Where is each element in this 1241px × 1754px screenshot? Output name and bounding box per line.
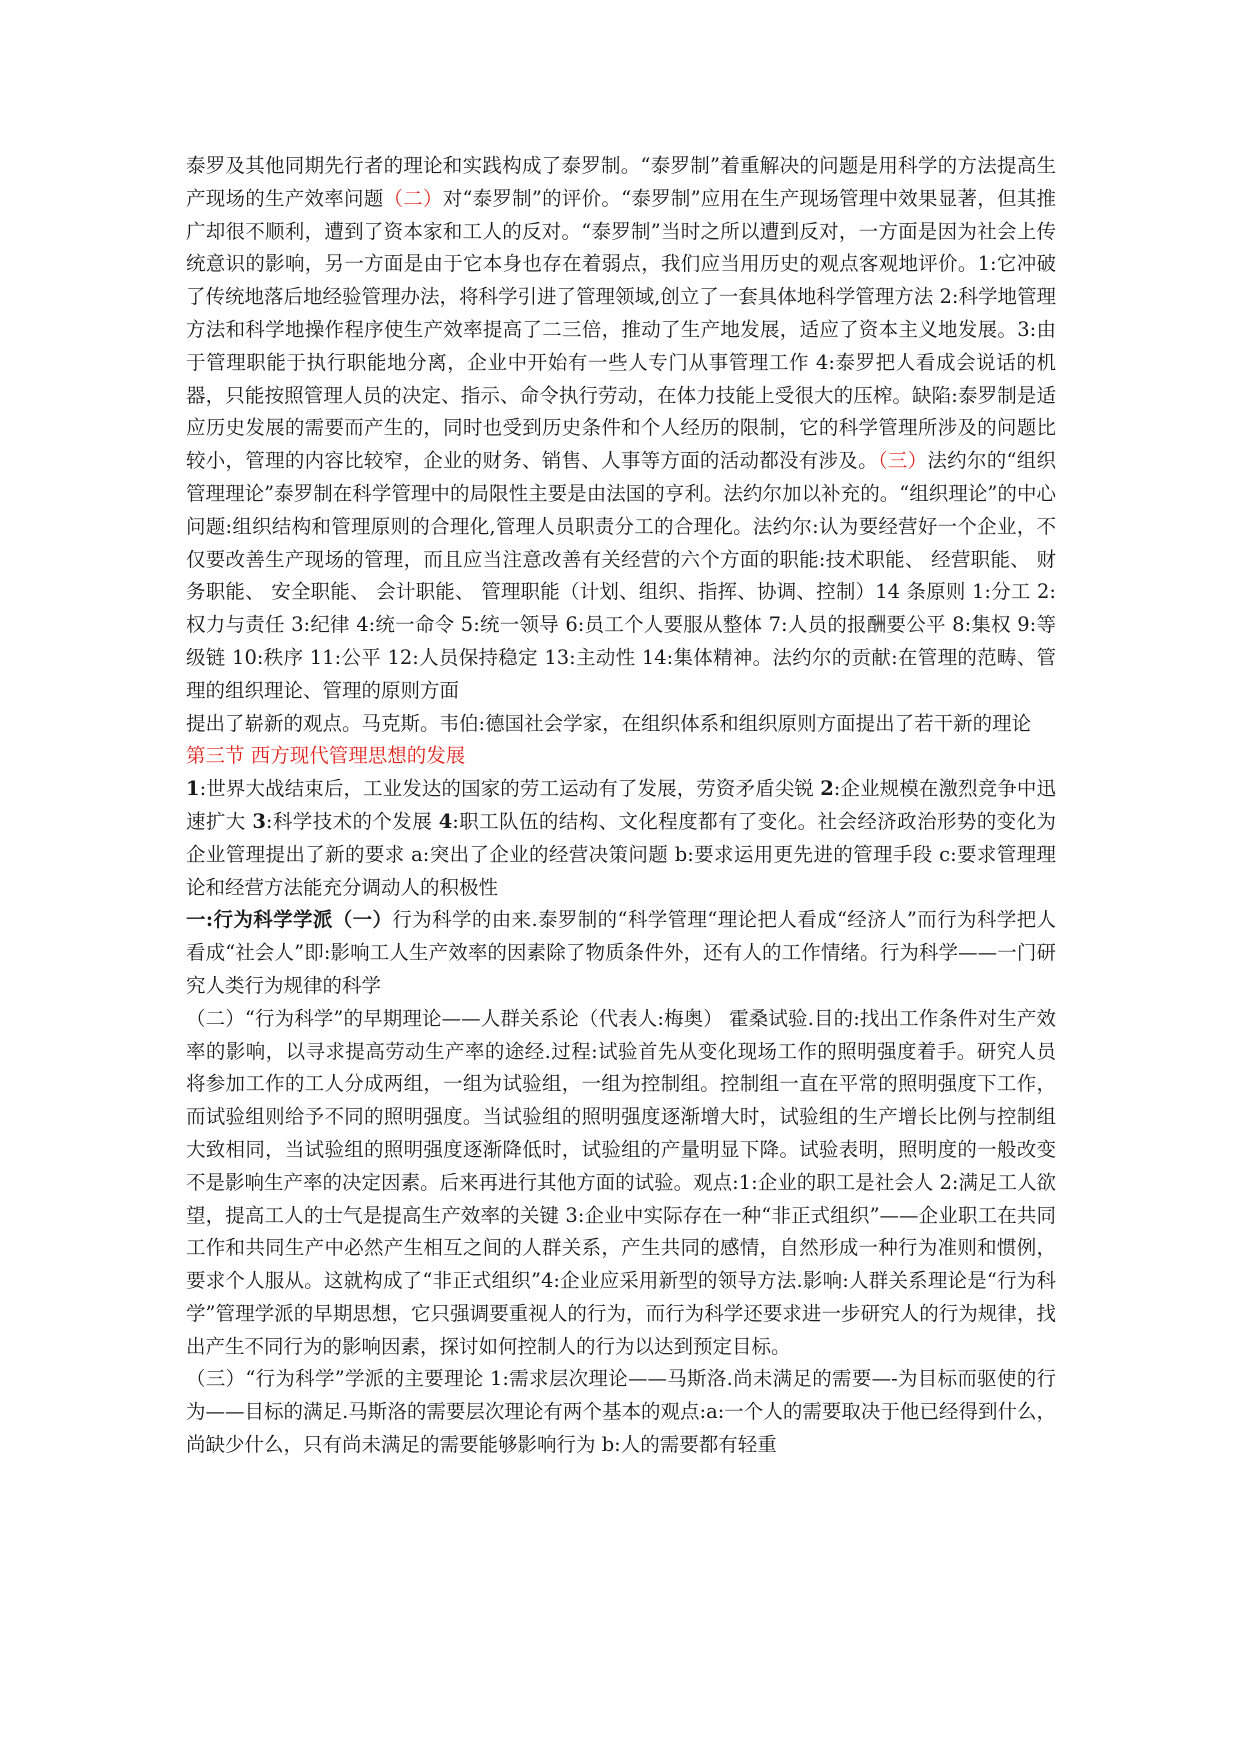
paragraph-text: :科学技术的个发展 [265,809,439,833]
list-number: 4 [438,809,453,833]
paragraph-text: 行为科学的由来.泰罗制的“科学管理“理论把人看成“经济人”而行为科学把人看成“社会人”即:影响工人生产效率的因素除了物质条件外，还有人的工作情绪。行为科学——一门研究人类行为规律的科学 [186,908,1057,997]
section-heading: 第三节 西方现代管理思想的发展 [186,744,466,768]
paragraph-weber: 提出了崭新的观点。马克斯。韦伯:德国社会学家，在组织体系和组织原则方面提出了若干新的理论 [186,711,1032,735]
list-number: 3 [252,809,266,833]
paragraph-text: 对“泰罗制”的评价。“泰罗制”应用在生产现场管理中效果显著，但其推广却很不顺利，遭到了资本家和工人的反对。“泰罗制”当时之所以遭到反对，一方面是因为社会上传统意识的影响，另一方面是由于它本身也存在着弱点，我们应当用历史的观点客观地评价。1:它冲破了传统地落后地经验管理办法，将科学引进了管理领域,创立了一套具体地科学管理方法 2:科学地管理方法和科学地操作程序使生产效率提高了二三倍，推动了生产地发展，适应了资本主义地发展。3:由于管理职能于执行职能地分离，企业中开始有一些人专门从事管理工作 4:泰罗把人看成会说话的机器，只能按照管理人员的决定、指示、命令执行劳动，在体力技能上受很大的压榨。缺陷:泰罗制是适应历史发展的需要而产生的，同时也受到历史条件和个人经历的限制，它的科学管理所涉及的问题比较小，管理的内容比较窄，企业的财务、销售、人事等方面的活动都没有涉及。 [186,186,1056,473]
paragraph-taylor-system [186,150,1056,708]
paragraph-text: :世界大战结束后，工业发达的国家的劳工运动有了发展，劳资矛盾尖锐 [199,777,821,801]
paragraph-human-relations: （二）“行为科学”的早期理论——人群关系论（代表人:梅奥） 霍桑试验.目的:找出工作条件对生产效率的影响，以寻求提高劳动生产率的途经.过程:试验首先从变化现场工作的照明强度着手。研究人员将参加工作的工人分成两组，一组为试验组，一组为控制组。控制组一直在平常的照明强度下工作，而试验组则给予不同的照明强度。当试验组的照明强度逐渐增大时，试验组的生产增长比例与控制组大致相同，当试验组的照明强度逐渐降低时，试验组的产量明显下降。试验表明，照明度的一般改变不是影响生产率的决定因素。后来再进行其他方面的试验。观点:1:企业的职工是社会人 2:满足工人欲望，提高工人的士气是提高生产效率的关键 3:企业中实际存在一种“非正式组织”——企业职工在共同工作和共同生产中必然产生相互之间的人群关系，产生共同的感情，自然形成一种行为准则和惯例，要求个人服从。这就构成了“非正式组织”4:企业应采用新型的领导方法.影响:人群关系理论是“行为科学”管理学派的早期思想，它只强调要重视人的行为，而行为科学还要求进一步研究人的行为规律，找出产生不同行为的影响因素，探讨如何控制人的行为以达到预定目标。 [186,1006,1056,1358]
paragraph-main-theories: （三）“行为科学”学派的主要理论 1:需求层次理论——马斯洛.尚未满足的需要—-为目标而驱使的行为——目标的满足.马斯洛的需要层次理论有两个基本的观点:a:一个人的需要取决于他已经得到什么，尚缺少什么，只有尚未满足的需要能够影响行为 b:人的需要都有轻重 [186,1367,1056,1457]
paragraph-text: :职工队伍的结构、文化程度都有了变化。社会经济政治形势的变化为企业管理提出了新的要求 a:突出了企业的经营决策问题 b:要求运用更先进的管理手段 c:要求管理理论和经营方法能充分调动人的积极性 [186,809,1056,899]
paragraph-text: :企业规模在激烈竞争中迅速扩大 [186,777,1056,833]
paragraph-behavioral-school [186,904,1056,1002]
list-number: 2 [820,777,834,801]
document-page [186,150,1056,1462]
school-heading: 一:行为科学学派（一） [186,908,393,932]
paragraph-text: 法约尔的“组织管理理论”泰罗制在科学管理中的局限性主要是由法国的亨利。法约尔加以补充的。“组织理论”的中心问题:组织结构和管理原则的合理化,管理人员职责分工的合理化。法约尔:认为要经营好一个企业，不仅要改善生产现场的管理，而且应当注意改善有关经营的六个方面的职能:技术职能、 经营职能、 财务职能、 安全职能、 会计职能、 管理职能（计划、组织、指挥、协调、控制）14 条原则 1:分工 2:权力与责任 3:纪律 4:统一命令 5:统一领导 6:员工个人要服从整体 7:人员的报酬要公平 8:集权 9:等级链 10:秩序 11:公平 12:人员保持稳定 13:主动性 14:集体精神。法约尔的贡献:在管理的范畴、管理的组织理论、管理的原则方面 [186,449,1056,702]
subsection-marker: （三） [877,449,928,473]
paragraph-background [186,773,1056,904]
subsection-marker: （二） [383,186,443,210]
list-number: 1 [186,777,200,801]
paragraph-text: 泰罗及其他同期先行者的理论和实践构成了泰罗制。“泰罗制”着重解决的问题是用科学的方法提高生产现场的生产效率问题 [186,154,1056,210]
